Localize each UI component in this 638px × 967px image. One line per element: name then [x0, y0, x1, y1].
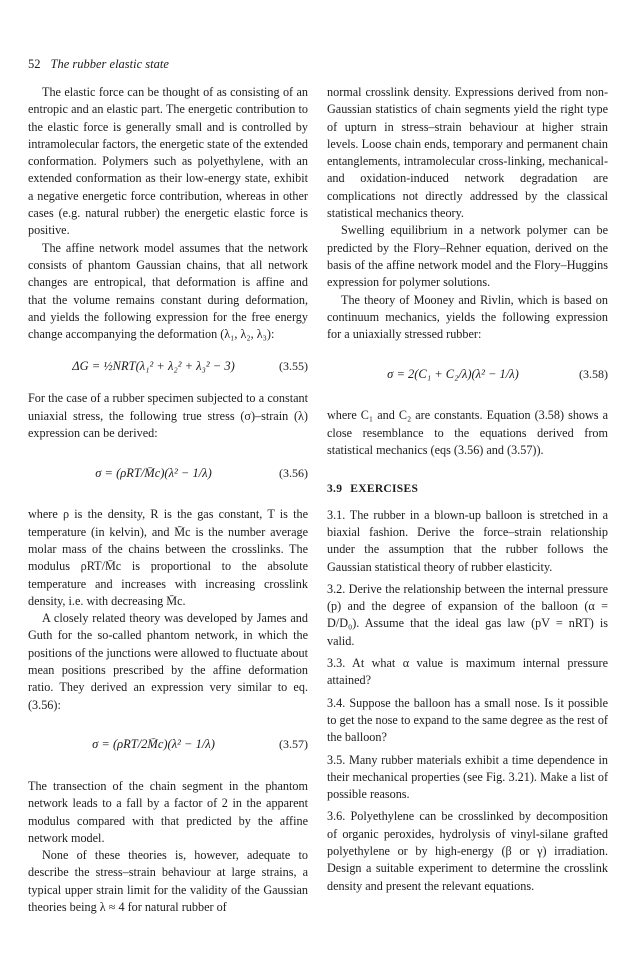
- paragraph: The transection of the chain segment in the phantom network leads to a fall by a factor of 2 in the apparent modulus compared with that predicted by the affine network model.: [28, 778, 308, 845]
- equation-expression: σ = (ρRT/M̄c)(λ² − 1/λ): [95, 465, 212, 480]
- equation-expression: σ = 2(C₁ + C₂/λ)(λ² − 1/λ): [387, 366, 519, 381]
- exercise-item: 3.6. Polyethylene can be crosslinked by decomposition of organic peroxides, hydrolysis of vinyl-silane grafted polyethylene or by high-energy (β or γ) irradiation. Design a suitable experiment to determine the crosslink density and present the relevant equations.: [327, 809, 608, 893]
- exercise-item: 3.3. At what α value is maximum internal pressure attained?: [327, 656, 608, 688]
- paragraph: The theory of Mooney and Rivlin, which is based on continuum mechanics, yields the following expression for a uniaxially stressed rubber:: [327, 292, 608, 342]
- paragraph: where C₁ and C₂ are constants. Equation (3.58) shows a close resemblance to the equations derived from statistical mechanics (eqs (3.56) and (3.57)).: [327, 408, 608, 458]
- exercise-item: 3.5. Many rubber materials exhibit a time dependence in their mechanical properties (see Fig. 3.21). Make a list of possible reasons.: [327, 752, 608, 802]
- paragraph: Swelling equilibrium in a network polymer can be predicted by the Flory–Rehner equation, derived on the basis of the affine network model and the Flory–Huggins expression for polymer solutions.: [327, 223, 608, 290]
- paragraph: The elastic force can be thought of as consisting of an entropic and an elastic part. The energetic contribution to the elastic force is generally small and is controlled by intramolecular factors, the energetic state of the extended conformation. Polymers such as polyethylene, with an extended conformation as their low-energy state, exhibit a negative energetic force contribution, whereas in other cases (e.g. natural rubber) the energetic elastic force is positive.: [28, 85, 308, 238]
- section-number: 3.9: [327, 483, 343, 496]
- equation-expression: ΔG = ½NRT(λ₁² + λ₂² + λ₃² − 3): [72, 358, 235, 373]
- section-title: EXERCISES: [350, 483, 419, 496]
- paragraph: normal crosslink density. Expressions derived from non-Gaussian statistics of chain segments yield the right type of upturn in stress–strain behaviour at higher strain levels. Loose chain ends, temporary and permanent chain entanglements, intramolecular cross-linking, mechanical- and oxidation-induced network degradation are complications not directly addressed by the classical statistical mechanics theory.: [327, 85, 608, 221]
- equation-3-56: [28, 450, 308, 496]
- equation-3-55: [28, 349, 308, 383]
- paragraph: None of these theories is, however, adequate to describe the stress–strain behaviour at large strains, a typical upper strain limit for the validity of the Gaussian theories being λ ≈ 4 for natural rubber of: [28, 848, 308, 914]
- paragraph: The affine network model assumes that the network consists of phantom Gaussian chains, that all network changes are entropical, that deformation is affine and that the volume remains constant during deformation, and yields the following expression for the free energy change accompanying the deformation (λ₁, λ₂, λ₃):: [28, 240, 308, 342]
- equation-number: (3.56): [279, 465, 308, 480]
- exercise-item: 3.4. Suppose the balloon has a small nose. Is it possible to get the nose to expand to the same degree as the rest of the balloon?: [327, 695, 608, 745]
- exercise-item: 3.1. The rubber in a blown-up balloon is stretched in a biaxial fashion. Derive the force–strain relationship under the assumption that the rubber follows the Gaussian statistical theory of rubber elasticity.: [327, 507, 608, 574]
- equation-expression: σ = (ρRT/2M̄c)(λ² − 1/λ): [92, 737, 215, 752]
- page-number: 52: [28, 57, 41, 71]
- running-title: The rubber elastic state: [50, 57, 169, 71]
- paragraph: A closely related theory was developed by James and Guth for the so-called phantom network, in which the positions of the junctions were allowed to fluctuate about mean positions prescribed by the affine deformation ratio. They derived an expression very similar to eq. (3.56):: [28, 611, 308, 712]
- equation-number: (3.57): [279, 737, 308, 752]
- equation-3-57: [28, 722, 308, 768]
- equation-number: (3.58): [579, 366, 608, 381]
- equation-3-58: [327, 351, 608, 397]
- section-heading: [327, 481, 608, 498]
- right-column: [327, 84, 608, 895]
- paragraph: where ρ is the density, R is the gas constant, T is the temperature (in kelvin), and M̄c is the number average molar mass of the chains between the crosslinks. The modulus ρRT/M̄c is proportional to the absolute temperature and increases with increasing crosslink density, i.e. with decreasing M̄c.: [28, 507, 308, 608]
- running-head: [28, 56, 169, 72]
- paragraph: For the case of a rubber specimen subjected to a constant uniaxial stress, the following true stress (σ)–strain (λ) expression can be derived:: [28, 391, 308, 441]
- exercise-item: 3.2. Derive the relationship between the internal pressure (p) and the degree of expansion of the balloon (α = D/D₀). Assume that the ideal gas law (pV = nRT) is valid.: [327, 581, 608, 648]
- equation-number: (3.55): [279, 358, 308, 373]
- left-column: [28, 84, 308, 916]
